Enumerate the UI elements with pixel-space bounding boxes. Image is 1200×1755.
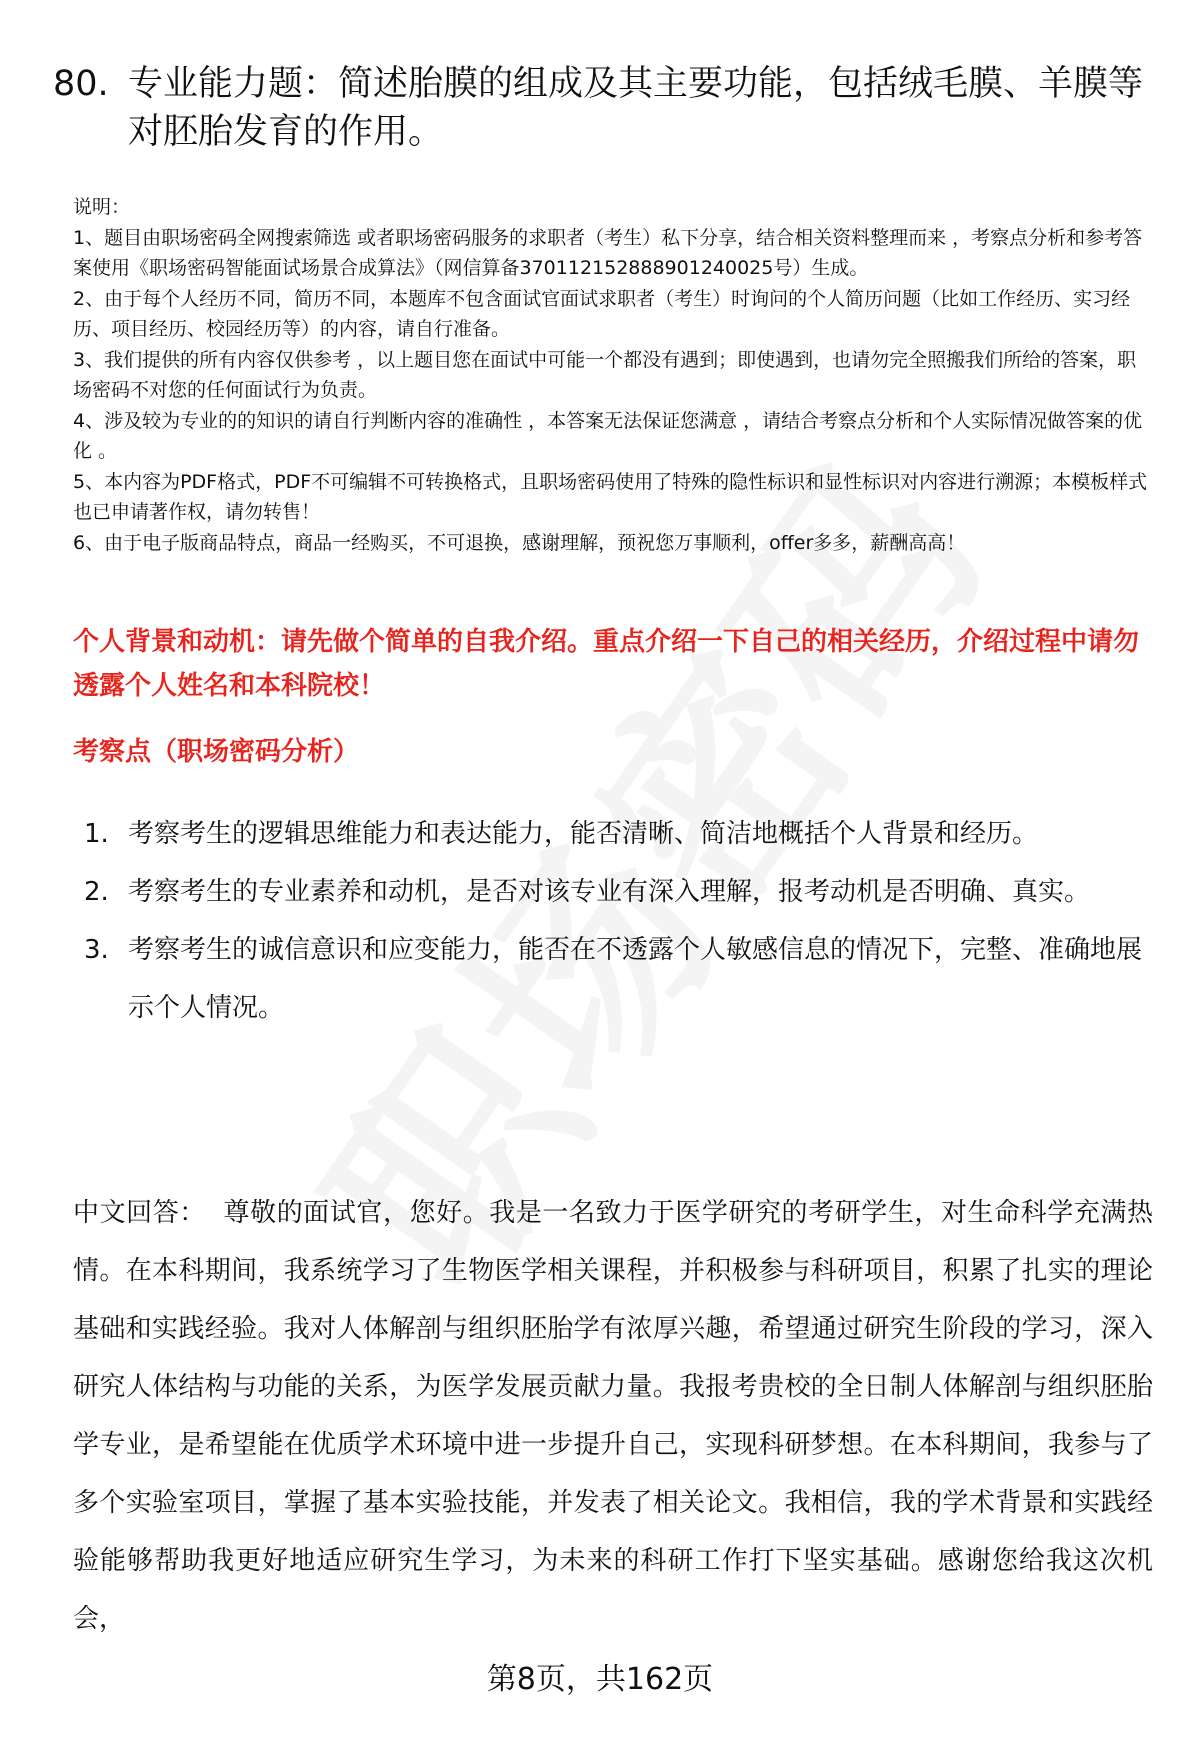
question-number: 80. [53, 64, 109, 104]
question-title [53, 60, 1153, 156]
answer-text: 尊敬的面试官，您好。我是一名致力于医学研究的考研学生，对生命科学充满热情。在本科期间，我系统学习了生物医学相关课程，并积极参与科研项目，积累了扎实的理论基础和实践经验。我对人体解剖与组织胚胎学有浓厚兴趣，希望通过研究生阶段的学习，深入研究人体结构与功能的关系，为医学发展贡献力量。我报考贵校的全日制人体解剖与组织胚胎学专业，是希望能在优质学术环境中进一步提升自己，实现科研梦想。在本科期间，我参与了多个实验室项目，掌握了基本实验技能，并发表了相关论文。我相信，我的学术背景和实践经验能够帮助我更好地适应研究生学习，为未来的科研工作打下坚实基础。感谢您给我这次机会， [73, 1198, 1153, 1634]
page-footer: 第8页，共162页 [486, 1662, 714, 1697]
analysis-list [84, 805, 1144, 1037]
note-item: 4、涉及较为专业的的知识的请自行判断内容的准确性 ，本答案无法保证您满意 ，请结合考察点分析和个人实际情况做答案的优化 。 [73, 409, 1143, 462]
analysis-heading: 考察点（职场密码分析） [73, 737, 360, 767]
note-item: 3、我们提供的所有内容仅供参考 ，以上题目您在面试中可能一个都没有遇到；即使遇到，也请勿完全照搬我们所给的答案，职场密码不对您的任何面试行为负责。 [73, 348, 1137, 401]
answer-label: 中文回答： [73, 1198, 206, 1228]
note-item: 2、由于每个人经历不同，简历不同，本题库不包含面试官面试求职者（考生）时询问的个人简历问题（比如工作经历、实习经历、项目经历、校园经历等）的内容，请自行准备。 [73, 287, 1131, 340]
background-question: 个人背景和动机：请先做个简单的自我介绍。重点介绍一下自己的相关经历，介绍过程中请勿透露个人姓名和本科院校！ [73, 627, 1140, 701]
answer-paragraph [73, 1184, 1153, 1648]
list-item: 2. 考察考生的专业素养和动机，是否对该专业有深入理解，报考动机是否明确、真实。 [84, 877, 1091, 907]
notes-section [73, 192, 1153, 558]
list-item: 1. 考察考生的逻辑思维能力和表达能力，能否清晰、简洁地概括个人背景和经历。 [84, 819, 1039, 849]
notes-heading: 说明： [73, 196, 131, 218]
list-item: 3. 考察考生的诚信意识和应变能力，能否在不透露个人敏感信息的情况下，完整、准确地展示个人情况。 [84, 935, 1143, 1023]
note-item: 1、题目由职场密码全网搜索筛选 或者职场密码服务的求职者（考生）私下分享，结合相关资料整理而来 ，考察点分析和参考答案使用《职场密码智能面试场景合成算法》（网信算备370112152888901240025号）生成。 [73, 226, 1143, 279]
note-item: 5、本内容为PDF格式，PDF不可编辑不可转换格式，且职场密码使用了特殊的隐性标识和显性标识对内容进行溯源；本模板样式也已申请著作权，请勿转售！ [73, 470, 1148, 523]
note-item: 6、由于电子版商品特点，商品一经购买，不可退换，感谢理解，预祝您万事顺利，offer多多，薪酬高高！ [73, 531, 966, 554]
question-text: 专业能力题：简述胎膜的组成及其主要功能，包括绒毛膜、羊膜等对胚胎发育的作用。 [128, 64, 1144, 152]
